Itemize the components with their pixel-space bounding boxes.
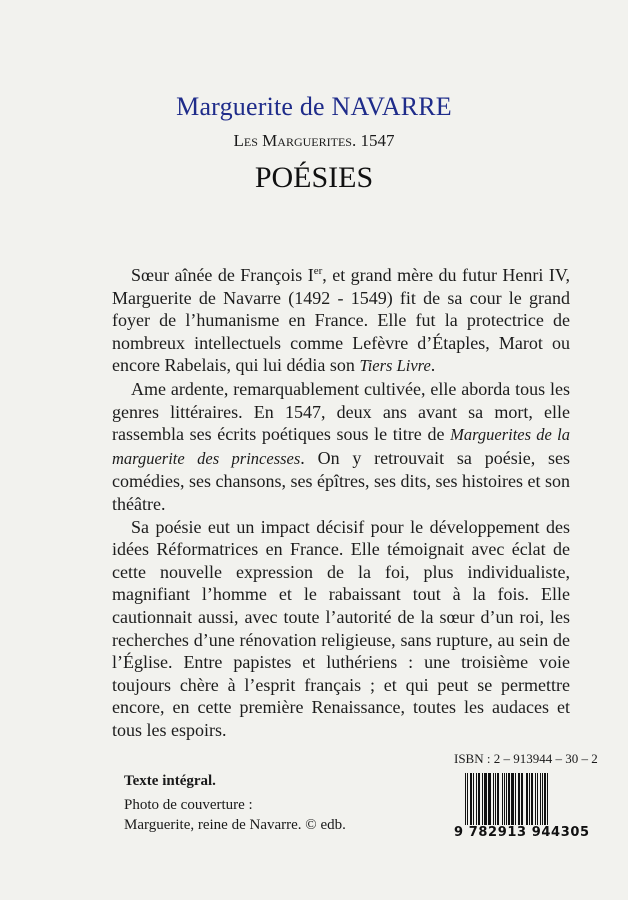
book-title: POÉSIES [254, 161, 374, 194]
paragraph-3: Sa poésie eut un impact décisif pour le développement des idées Réformatrices en France. Elle témoignait avec éclat de cette nouvelle expression de la foi, plus individualiste, magnifiant l’homme et le rabaissant tout à la fois. Elle cautionnait aussi, avec toute l’autorité de la sœur d’un roi, les recherches d’une rénovation religieuse, sans rupture, au sein de l’Église. Entre papistes et luthériens : une troisième voie toujours chère à l’esprit français ; et qui peut se permettre encore, en cette première Renaissance, toutes les audaces et tous les espoirs. [112, 516, 570, 740]
barcode [465, 773, 580, 825]
p1-superscript: er [313, 265, 323, 277]
p1-text-b: , et grand mère du futur Henri IV, Marguerite de Navarre (1492 - 1549) fit de sa cour le grand foyer de l’humanisme en France. Elle fut la protectrice de nombreux intellectuels comme Lefèvre d’Étaples, Marot ou encore Rabelais, qui lui dédia son [112, 265, 570, 376]
paragraph-2 [112, 378, 570, 516]
full-text-label: Texte intégral. [124, 773, 216, 789]
p2-text-b: . On y retrouvait sa poésie, ses comédies, ses chansons, ses épîtres, ses dits, ses histoires et son théâtre. [112, 447, 570, 514]
collection-title: Les Marguerites. 1547 [233, 131, 395, 150]
p1-text-c: . [430, 355, 436, 376]
isbn-label: ISBN : 2 – 913944 – 30 – 2 [454, 751, 598, 766]
photo-label: Photo de couverture : [124, 797, 253, 813]
paragraph-1 [112, 264, 570, 378]
p1-italic-title: Tiers Livre [359, 356, 431, 376]
p1-text-a: Sœur aînée de François I [131, 265, 314, 285]
author-name: Marguerite de NAVARRE [176, 92, 452, 121]
barcode-bar [547, 773, 548, 825]
p2-text-a: Ame ardente, remarquablement cultivée, elle aborda tous les genres littéraires. En 1547, deux ans avant sa mort, elle rassembla ses écrits poétiques sous le titre de [112, 378, 570, 445]
barcode-digits: 9 782913 944305 [454, 825, 590, 840]
blurb [112, 264, 570, 741]
photo-credit: Marguerite, reine de Navarre. © edb. [124, 817, 346, 833]
p2-italic-title: Marguerites de la marguerite des princesses [112, 425, 570, 468]
footer-credits [124, 771, 346, 835]
